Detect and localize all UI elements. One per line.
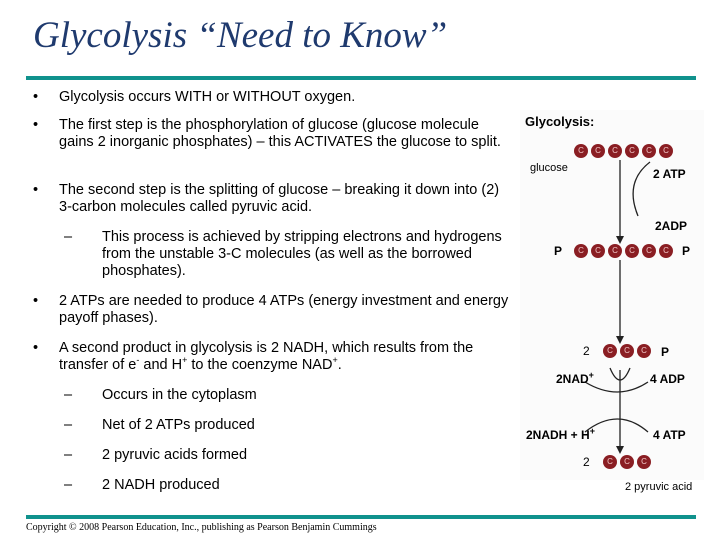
- carbon-atom: C: [603, 344, 617, 358]
- carbon-atom: C: [625, 144, 639, 158]
- carbon-atom: C: [574, 244, 588, 258]
- carbon-atom: C: [637, 344, 651, 358]
- carbon-atom: C: [637, 455, 651, 469]
- nadh-label: 2NADH + H+: [526, 426, 595, 442]
- carbon-atom: C: [620, 344, 634, 358]
- sub-bullet-marker: –: [64, 447, 73, 463]
- carbon-atom: C: [625, 244, 639, 258]
- sub-bullet-text: Net of 2 ATPs produced: [102, 417, 255, 433]
- atp-4-label: 4 ATP: [653, 428, 686, 442]
- pyruvic-acid-label: 2 pyruvic acid: [625, 481, 693, 493]
- bullet-marker: •: [33, 117, 39, 133]
- sub-bullet-marker: –: [64, 417, 73, 433]
- bullet-marker: •: [33, 182, 39, 198]
- bullet-text: A second product in glycolysis is 2 NADH, which results from the transfer of e- and H+ to the coenzyme NAD+.: [59, 340, 474, 373]
- sub-bullet-text: This process is achieved by stripping electrons and hydrogens from the unstable 3-C molecules (as well as the borrowed phosphates).: [102, 229, 502, 279]
- title-divider: [26, 76, 696, 80]
- adp-output-label: 2ADP: [655, 219, 688, 233]
- carbon-atom: C: [608, 244, 622, 258]
- fructose-bisphosphate-carbons: [574, 244, 673, 258]
- carbon-atom: C: [591, 244, 605, 258]
- carbon-atom: C: [608, 144, 622, 158]
- sub-bullet-marker: –: [64, 387, 73, 403]
- sub-bullet-text: 2 NADH produced: [102, 477, 220, 493]
- pyruvate-carbons: [603, 455, 651, 469]
- bullet-text: 2 ATPs are needed to produce 4 ATPs (energy investment and energy payoff phases).: [59, 293, 509, 326]
- phosphate-right: P: [682, 244, 691, 258]
- adp-4-label: 4 ADP: [650, 372, 685, 386]
- phosphate-left: P: [554, 244, 563, 258]
- g3p-carbons: [603, 344, 651, 358]
- sub-bullet-marker: –: [64, 229, 73, 245]
- carbon-atom: C: [603, 455, 617, 469]
- g3p-coefficient: 2: [583, 344, 590, 358]
- glucose-carbons: [574, 144, 673, 158]
- sub-bullet-marker: –: [64, 477, 73, 493]
- slide-title: Glycolysis “Need to Know”: [33, 15, 448, 56]
- bullet-text: Glycolysis occurs WITH or WITHOUT oxygen.: [59, 89, 356, 105]
- sub-bullet-text: Occurs in the cytoplasm: [102, 387, 257, 403]
- copyright-footer: Copyright © 2008 Pearson Education, Inc., publishing as Pearson Benjamin Cummings: [26, 522, 377, 533]
- bullet-marker: •: [33, 89, 39, 105]
- carbon-atom: C: [642, 244, 656, 258]
- footer-divider: [26, 515, 696, 519]
- atp-input-label: 2 ATP: [653, 167, 686, 181]
- figure-title: Glycolysis:: [525, 114, 595, 129]
- g3p-phosphate: P: [661, 345, 670, 359]
- pyruvate-coefficient: 2: [583, 455, 590, 469]
- carbon-atom: C: [591, 144, 605, 158]
- bullet-text: The first step is the phosphorylation of glucose (glucose molecule gains 2 inorganic phosphates) – this ACTIVATES the glucose to split.: [59, 117, 501, 150]
- carbon-atom: C: [642, 144, 656, 158]
- carbon-atom: C: [659, 144, 673, 158]
- bullet-marker: •: [33, 340, 39, 356]
- sub-bullet-text: 2 pyruvic acids formed: [102, 447, 248, 463]
- bullet-marker: •: [33, 293, 39, 309]
- carbon-atom: C: [574, 144, 588, 158]
- carbon-atom: C: [659, 244, 673, 258]
- bullet-text: The second step is the splitting of glucose – breaking it down into (2) 3-carbon molecules called pyruvic acid.: [59, 182, 500, 215]
- nad-label: 2NAD+: [556, 370, 594, 386]
- glycolysis-figure: [520, 110, 716, 495]
- glucose-label: glucose: [530, 162, 568, 174]
- carbon-atom: C: [620, 455, 634, 469]
